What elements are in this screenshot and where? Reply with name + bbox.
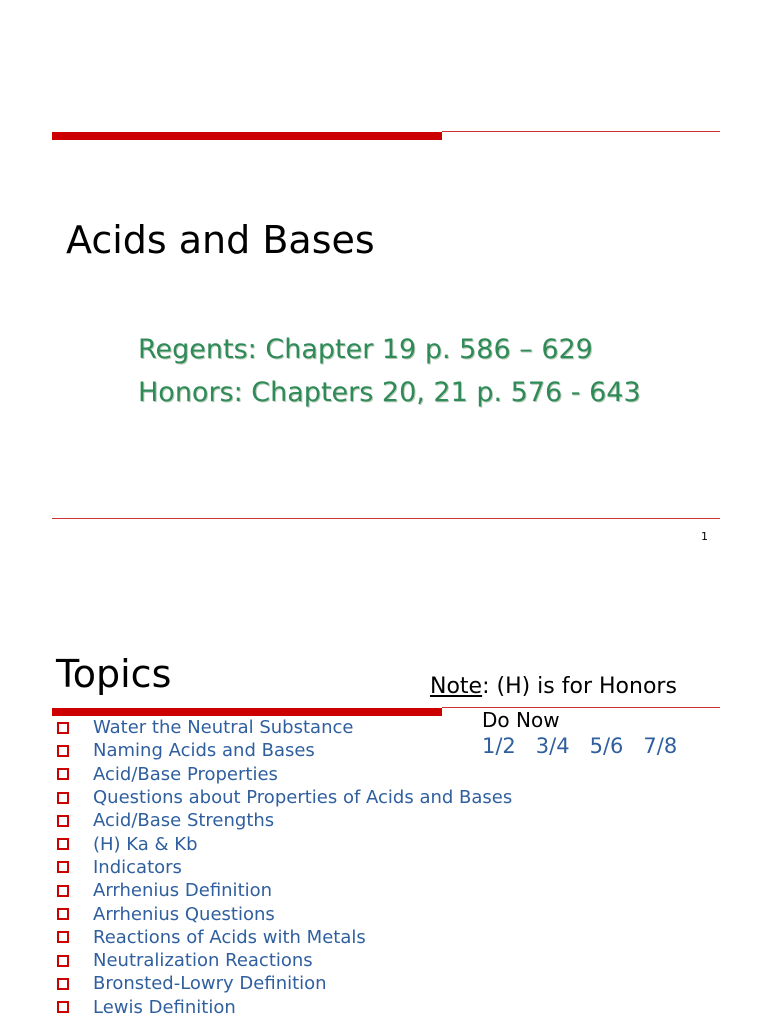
topic-item xyxy=(57,809,512,832)
topic-item xyxy=(57,763,512,786)
topics-rule-thick xyxy=(52,708,442,716)
square-bullet-icon xyxy=(57,885,69,897)
honors-note xyxy=(430,674,677,699)
topic-item xyxy=(57,739,512,762)
do-now-link-5-6[interactable]: 5/6 xyxy=(589,734,624,758)
topic-item xyxy=(57,856,512,879)
topic-item xyxy=(57,832,512,855)
square-bullet-icon xyxy=(57,768,69,780)
topic-link[interactable]: Arrhenius Definition xyxy=(93,880,273,902)
topic-item xyxy=(57,879,512,902)
topics-slide xyxy=(0,600,768,1024)
do-now-link-7-8[interactable]: 7/8 xyxy=(643,734,678,758)
square-bullet-icon xyxy=(57,722,69,734)
square-bullet-icon xyxy=(57,908,69,920)
topic-link[interactable]: Questions about Properties of Acids and Bases xyxy=(93,787,513,809)
subtitle-regents: Regents: Chapter 19 p. 586 – 629 xyxy=(138,334,593,365)
slide-title: Acids and Bases xyxy=(66,218,375,262)
square-bullet-icon xyxy=(57,745,69,757)
do-now-link-3-4[interactable]: 3/4 xyxy=(535,734,570,758)
square-bullet-icon xyxy=(57,955,69,967)
topic-item xyxy=(57,786,512,809)
square-bullet-icon xyxy=(57,978,69,990)
topic-link[interactable]: Bronsted-Lowry Definition xyxy=(93,973,327,995)
topic-link[interactable]: Lewis Definition xyxy=(93,996,236,1018)
page-number: 1 xyxy=(701,530,708,543)
subtitle-honors: Honors: Chapters 20, 21 p. 576 - 643 xyxy=(138,377,641,408)
topic-item xyxy=(57,902,512,925)
square-bullet-icon xyxy=(57,838,69,850)
top-rule-thin xyxy=(442,131,720,132)
topic-link[interactable]: Indicators xyxy=(93,856,182,878)
top-rule-thick xyxy=(52,132,442,140)
square-bullet-icon xyxy=(57,931,69,943)
square-bullet-icon xyxy=(57,815,69,827)
topic-item xyxy=(57,949,512,972)
topic-list xyxy=(57,716,512,1019)
topic-link[interactable]: Naming Acids and Bases xyxy=(93,740,315,762)
topic-item xyxy=(57,996,512,1019)
square-bullet-icon xyxy=(57,792,69,804)
note-text: : (H) is for Honors xyxy=(482,674,677,699)
topic-item xyxy=(57,926,512,949)
note-label: Note xyxy=(430,674,483,699)
square-bullet-icon xyxy=(57,1001,69,1013)
topic-link[interactable]: Acid/Base Properties xyxy=(93,763,278,785)
topic-link[interactable]: Arrhenius Questions xyxy=(93,903,275,925)
topic-link[interactable]: Reactions of Acids with Metals xyxy=(93,926,366,948)
topics-title: Topics xyxy=(56,652,172,696)
bottom-rule xyxy=(52,518,720,519)
do-now-link-1-2[interactable]: 1/2 xyxy=(482,734,516,758)
square-bullet-icon xyxy=(57,861,69,873)
topic-link[interactable]: Neutralization Reactions xyxy=(93,950,313,972)
topic-link[interactable]: (H) Ka & Kb xyxy=(93,833,198,855)
do-now-label: Do Now xyxy=(482,708,560,732)
topic-item xyxy=(57,716,512,739)
topic-link[interactable]: Water the Neutral Substance xyxy=(93,717,354,739)
topic-link[interactable]: Acid/Base Strengths xyxy=(93,810,275,832)
topic-item xyxy=(57,972,512,995)
